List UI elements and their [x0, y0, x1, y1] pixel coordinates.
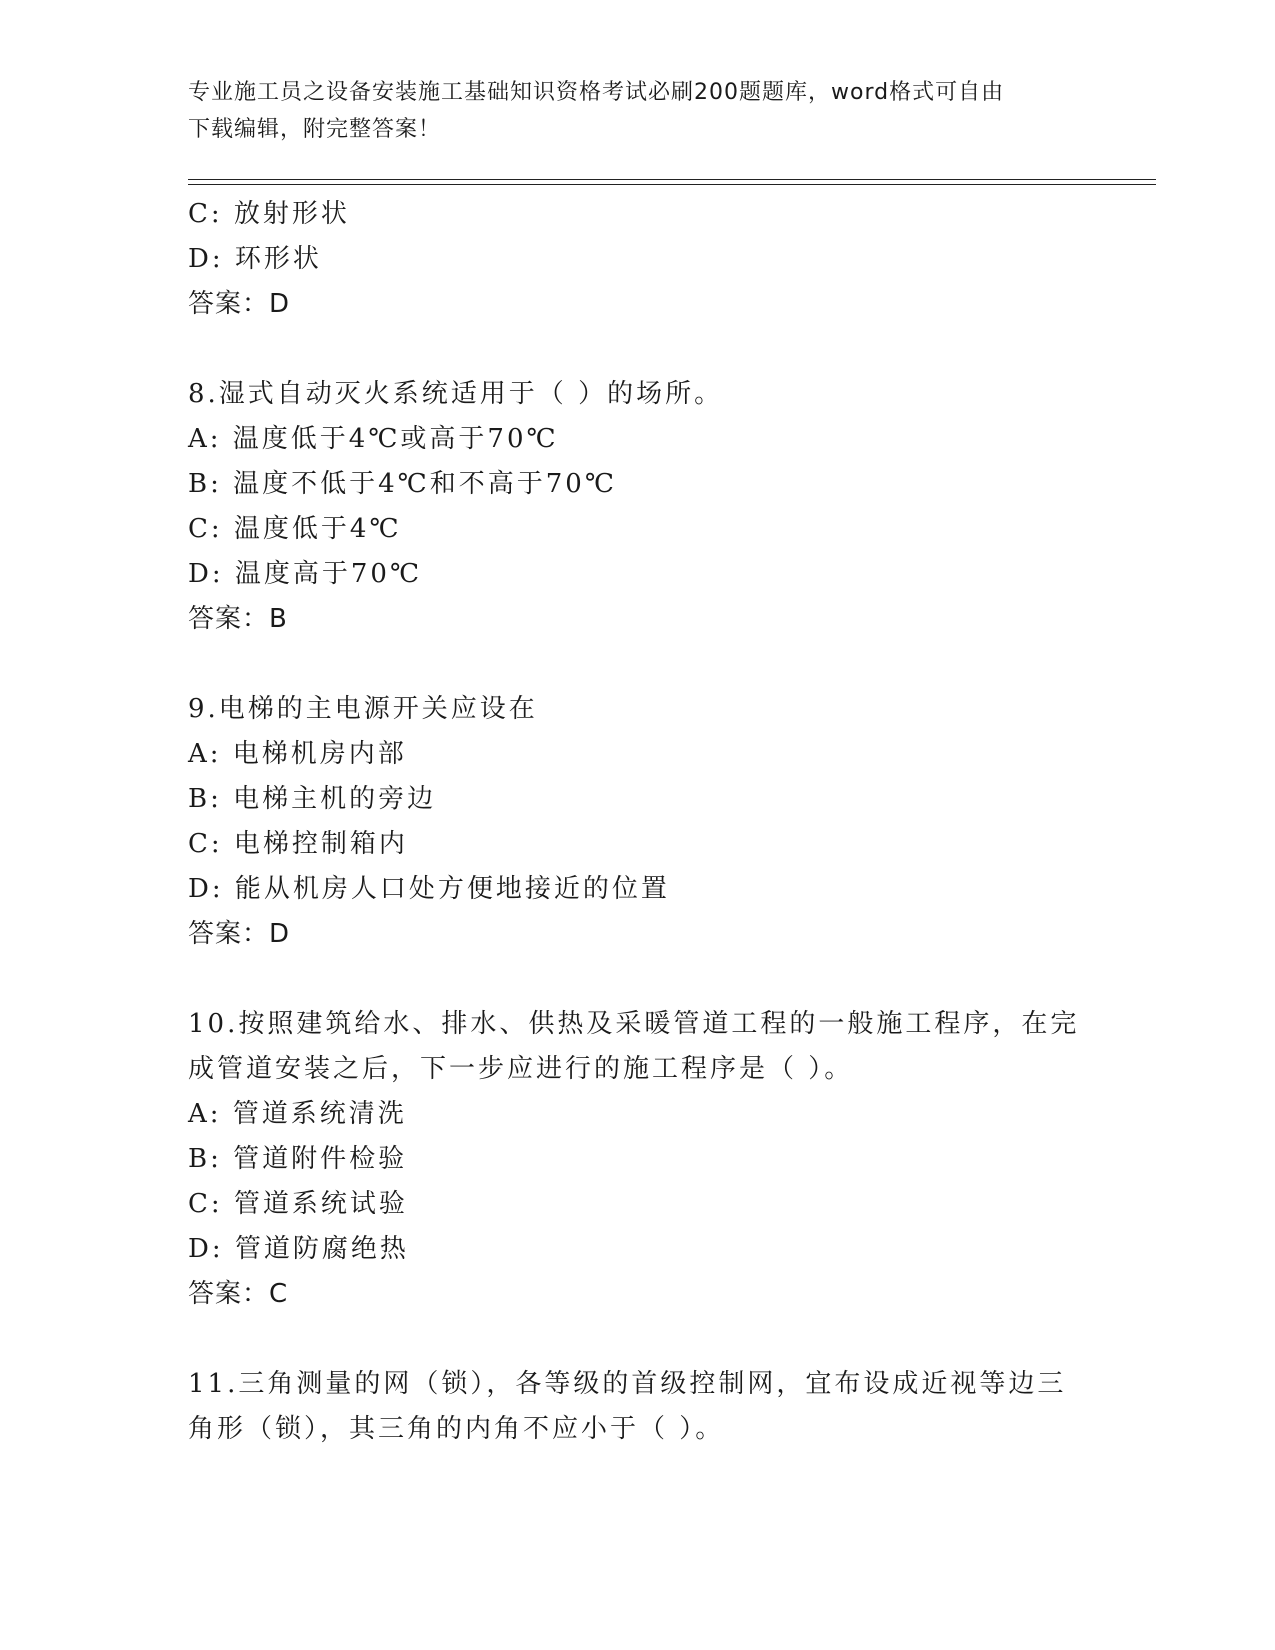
question-stem: 10.按照建筑给水、排水、供热及采暖管道工程的一般施工程序，在完 — [188, 1009, 1080, 1039]
option-a: A: 温度低于4℃或高于70℃ — [188, 424, 559, 454]
question-stem: 9.电梯的主电源开关应设在 — [188, 694, 538, 724]
question-stem: 8.湿式自动灭火系统适用于（ ）的场所。 — [188, 379, 724, 409]
option-a: A: 电梯机房内部 — [188, 739, 407, 769]
option-d: D: 温度高于70℃ — [188, 559, 423, 589]
option-c: C: 放射形状 — [188, 199, 350, 229]
answer-line: 答案：D — [188, 919, 291, 949]
question-stem-continued: 角形（锁），其三角的内角不应小于（ ）。 — [188, 1414, 725, 1444]
option-c: C: 管道系统试验 — [188, 1189, 408, 1219]
header-rule-bottom — [188, 184, 1156, 185]
question-stem: 11.三角测量的网（锁），各等级的首级控制网，宜布设成近视等边三 — [188, 1369, 1067, 1399]
option-b: B: 管道附件检验 — [188, 1144, 408, 1174]
option-b: B: 温度不低于4℃和不高于70℃ — [188, 469, 617, 499]
option-d: D: 管道防腐绝热 — [188, 1234, 409, 1264]
answer-line: 答案：C — [188, 1279, 289, 1309]
option-c: C: 温度低于4℃ — [188, 514, 402, 544]
question-stem-continued: 成管道安装之后，下一步应进行的施工程序是（ ）。 — [188, 1054, 854, 1084]
page-header — [188, 74, 1088, 148]
option-a: A: 管道系统清洗 — [188, 1099, 407, 1129]
option-c: C: 电梯控制箱内 — [188, 829, 408, 859]
option-b: B: 电梯主机的旁边 — [188, 784, 437, 814]
header-line-1: 专业施工员之设备安装施工基础知识资格考试必刷200题题库，word格式可自由 — [188, 80, 1005, 105]
header-rule-top — [188, 179, 1156, 180]
answer-line: 答案：B — [188, 604, 288, 634]
option-d: D: 环形状 — [188, 244, 322, 274]
header-line-2: 下载编辑，附完整答案！ — [188, 117, 442, 142]
option-d: D: 能从机房人口处方便地接近的位置 — [188, 874, 670, 904]
answer-line: 答案：D — [188, 289, 291, 319]
